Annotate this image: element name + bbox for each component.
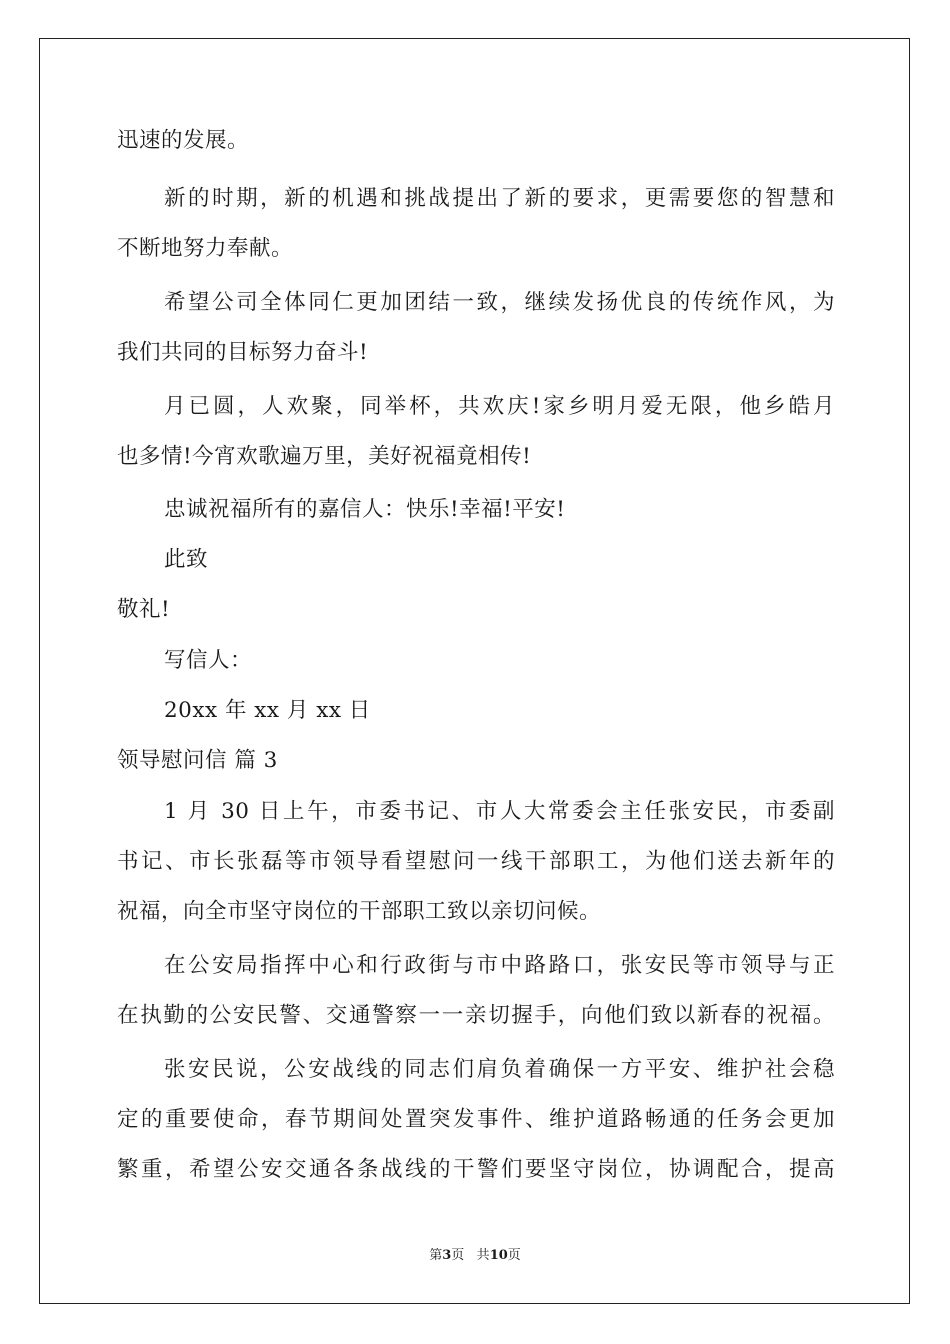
closing-respect: 敬礼!: [117, 597, 171, 622]
closing-salutation: 此致: [164, 547, 209, 572]
text-line: 忠诚祝福所有的嘉信人：快乐!幸福!平安!: [164, 497, 566, 522]
text-line: 新的时期，新的机遇和挑战提出了新的要求，更需要您的智慧和: [164, 186, 835, 211]
text-line: 我们共同的目标努力奋斗!: [117, 340, 369, 365]
page-unit: 页: [451, 1248, 465, 1263]
text-line: 繁重，希望公安交通各条战线的干警们要坚守岗位，协调配合，提高: [117, 1157, 835, 1182]
letter-date: 20xx 年 xx 月 xx 日: [164, 698, 371, 723]
text-line: 也多情!今宵欢歌遍万里，美好祝福竟相传!: [117, 444, 532, 469]
text-line: 希望公司全体同仁更加团结一致，继续发扬优良的传统作风，为: [164, 290, 835, 315]
text-line: 张安民说，公安战线的同志们肩负着确保一方平安、维护社会稳: [164, 1057, 835, 1082]
page-total: 10: [489, 1248, 508, 1263]
page-footer: [0, 1247, 950, 1265]
text-line: 1 月 30 日上午，市委书记、市人大常委会主任张安民，市委副: [164, 799, 835, 824]
text-line: 定的重要使命，春节期间处置突发事件、维护道路畅通的任务会更加: [117, 1107, 835, 1132]
text-line: 在公安局指挥中心和行政街与市中路路口，张安民等市领导与正: [164, 953, 835, 978]
letter-writer: 写信人：: [164, 648, 253, 673]
text-line: 在执勤的公安民警、交通警察一一亲切握手，向他们致以新春的祝福。: [117, 1003, 835, 1028]
page-current: 3: [442, 1248, 452, 1263]
text-line: 迅速的发展。: [117, 128, 250, 153]
total-prefix: 共: [476, 1248, 490, 1263]
text-line: 月已圆，人欢聚，同举杯，共欢庆!家乡明月爱无限，他乡皓月: [164, 394, 835, 419]
page-prefix: 第: [429, 1248, 443, 1263]
text-line: 祝福，向全市坚守岗位的干部职工致以亲切问候。: [117, 899, 602, 924]
text-line: 不断地努力奉献。: [117, 236, 294, 261]
section-heading: 领导慰问信 篇 3: [117, 748, 278, 773]
total-unit: 页: [507, 1248, 521, 1263]
text-line: 书记、市长张磊等市领导看望慰问一线干部职工，为他们送去新年的: [117, 849, 835, 874]
